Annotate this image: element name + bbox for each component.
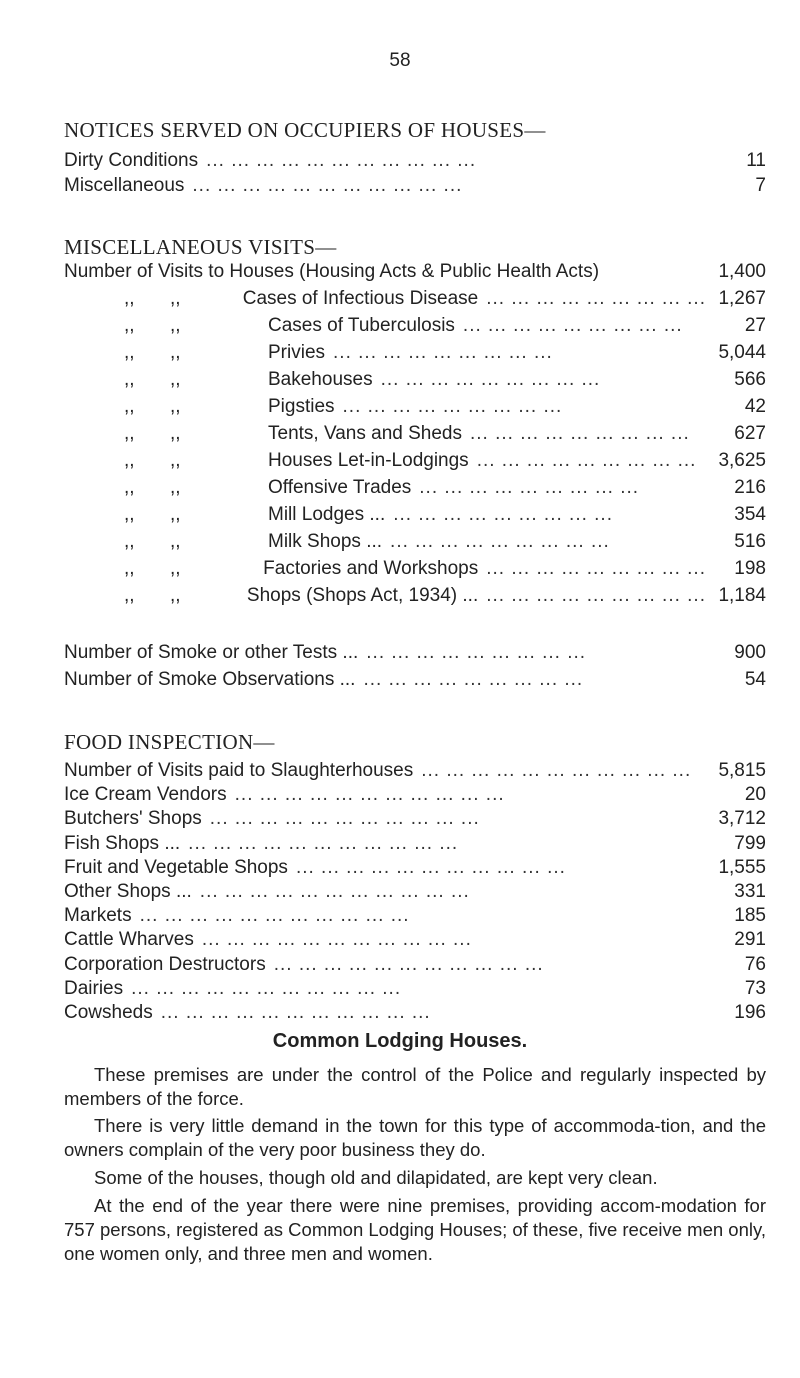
ditto-mark: ,,	[170, 531, 181, 552]
table-row	[64, 393, 766, 420]
row-value: 516	[734, 531, 766, 552]
row-label: Number of Visits paid to Slaughterhouses	[64, 760, 414, 781]
row-label: Shops (Shops Act, 1934) ...	[246, 585, 479, 606]
table-row	[64, 528, 766, 555]
leader-dots: ... ... ... ... ... ... ... ... ...	[390, 531, 610, 552]
leader-dots: ... ... ... ... ... ... ... ... ...	[419, 477, 640, 498]
row-label: Tents, Vans and Sheds	[268, 423, 462, 444]
ditto-marks	[64, 447, 268, 474]
paragraph: At the end of the year there were nine premises, providing accom-modation for 757 persons, registered as Common Lodging Houses; of these, five receive men only, one women only, and three men and women.	[64, 1195, 767, 1264]
row-label: Dairies	[64, 977, 124, 999]
row-value: 799	[734, 832, 766, 854]
ditto-mark: ,,	[170, 585, 181, 606]
row-value: 27	[744, 315, 766, 336]
table-row	[64, 447, 766, 474]
table-row	[64, 639, 766, 666]
row-value: 3,712	[718, 808, 766, 830]
ditto-mark: ,,	[170, 369, 181, 390]
leader-dots: ... ... ... ... ... ... ... ... ... ... ...	[273, 953, 544, 975]
table-row	[64, 555, 766, 582]
leader-dots: ... ... ... ... ... ... ... ... ... ... ...	[139, 905, 410, 927]
row-label: Factories and Workshops	[263, 558, 479, 579]
row-label: Cowsheds	[64, 1002, 153, 1023]
row-value: 73	[744, 977, 766, 999]
row-label: Number of Smoke or other Tests ...	[64, 642, 359, 663]
leader-dots: ... ... ... ... ... ... ... ... ...	[393, 504, 613, 525]
row-value: 198	[734, 558, 766, 579]
row-label: Miscellaneous	[64, 175, 185, 196]
row-label: Number of Visits to Houses (Housing Acts & Public Health Acts)	[64, 261, 600, 282]
row-value: 76	[744, 953, 766, 975]
table-row	[64, 285, 766, 312]
leader-dots: ... ... ... ... ... ... ... ... ... ... ...	[206, 150, 477, 171]
ditto-mark: ,,	[124, 558, 135, 579]
ditto-mark: ,,	[170, 558, 181, 579]
leader-dots: ... ... ... ... ... ... ... ... ... ... ...	[188, 832, 459, 854]
ditto-marks	[64, 474, 268, 501]
row-value: 354	[734, 504, 766, 525]
leader-dots: ... ... ... ... ... ... ... ... ... ... ...	[295, 856, 566, 878]
row-label: Fruit and Vegetable Shops	[64, 856, 288, 878]
table-row	[64, 830, 766, 857]
ditto-mark: ,,	[124, 369, 135, 390]
row-label: Ice Cream Vendors	[64, 784, 227, 806]
row-label: Mill Lodges ...	[268, 504, 386, 525]
row-value: 7	[755, 175, 766, 196]
leader-dots: ... ... ... ... ... ... ... ... ...	[486, 558, 706, 579]
row-label: Fish Shops ...	[64, 832, 181, 854]
row-value: 1,555	[718, 856, 766, 878]
leader-dots: ... ... ... ... ... ... ... ... ...	[342, 396, 563, 417]
table-row	[64, 878, 766, 905]
ditto-mark: ,,	[170, 315, 181, 336]
leader-dots: ... ... ... ... ... ... ... ... ...	[333, 342, 553, 363]
ditto-marks	[64, 366, 268, 393]
leader-dots: ... ... ... ... ... ... ... ... ...	[462, 315, 683, 336]
leader-dots: ... ... ... ... ... ... ... ... ...	[486, 585, 706, 606]
ditto-marks	[64, 420, 268, 447]
table-row	[64, 757, 766, 784]
leader-dots: ... ... ... ... ... ... ... ... ...	[380, 369, 601, 390]
ditto-mark: ,,	[124, 477, 135, 498]
table-row	[64, 312, 766, 339]
ditto-mark: ,,	[124, 423, 135, 444]
row-value: 1,267	[718, 288, 766, 309]
leader-dots: ... ... ... ... ... ... ... ... ... ... ...	[199, 881, 470, 902]
food-heading: FOOD INSPECTION—	[64, 730, 275, 754]
table-row	[64, 339, 766, 366]
ditto-marks	[64, 528, 268, 555]
ditto-mark: ,,	[124, 450, 135, 471]
leader-dots: ... ... ... ... ... ... ... ... ... ... ...	[131, 977, 402, 999]
table-row	[64, 501, 766, 528]
leader-dots: ... ... ... ... ... ... ... ... ...	[486, 288, 706, 309]
table-row	[64, 258, 766, 285]
row-value: 20	[744, 784, 766, 806]
row-value: 196	[734, 1002, 766, 1023]
leader-dots: ... ... ... ... ... ... ... ... ... ... ...	[192, 175, 463, 196]
table-row	[64, 951, 766, 978]
row-label: Corporation Destructors	[64, 953, 266, 975]
row-value: 185	[734, 905, 766, 927]
row-value: 11	[746, 150, 766, 171]
section-title: Common Lodging Houses.	[272, 1030, 528, 1052]
ditto-marks	[64, 312, 268, 339]
row-label: Offensive Trades	[268, 477, 412, 498]
leader-dots: ... ... ... ... ... ... ... ... ... ... ...	[421, 760, 692, 781]
row-value: 3,625	[718, 450, 766, 471]
row-label: Other Shops ...	[64, 881, 192, 902]
ditto-mark: ,,	[124, 504, 135, 525]
row-value: 216	[734, 477, 766, 498]
row-value: 331	[734, 881, 766, 902]
ditto-mark: ,,	[124, 531, 135, 552]
row-value: 1,184	[718, 585, 766, 606]
ditto-mark: ,,	[170, 396, 181, 417]
row-label: Butchers' Shops	[64, 808, 202, 830]
notices-heading: NOTICES SERVED ON OCCUPIERS OF HOUSES—	[64, 118, 546, 142]
table-row	[64, 902, 766, 929]
row-label: Number of Smoke Observations ...	[64, 669, 356, 690]
row-label: Houses Let-in-Lodgings	[268, 450, 469, 471]
table-row	[64, 854, 766, 881]
row-label: Pigsties	[268, 396, 335, 417]
row-value: 900	[734, 642, 766, 663]
table-row	[64, 147, 766, 174]
ditto-mark: ,,	[170, 423, 181, 444]
table-row	[64, 666, 766, 693]
row-label: Cases of Tuberculosis	[268, 315, 455, 336]
ditto-marks	[64, 285, 243, 312]
ditto-mark: ,,	[124, 315, 135, 336]
row-value: 42	[744, 396, 766, 417]
ditto-marks	[64, 582, 247, 609]
table-row	[64, 805, 766, 832]
row-label: Bakehouses	[268, 369, 373, 390]
ditto-marks	[64, 501, 268, 528]
row-label: Markets	[64, 905, 132, 927]
paragraph: There is very little demand in the town for this type of accommoda-tion, and the owners complain of the very poor business they do.	[64, 1115, 766, 1160]
row-label: Cases of Infectious Disease	[242, 288, 479, 309]
leader-dots: ... ... ... ... ... ... ... ... ...	[470, 423, 690, 444]
page-number: 58	[389, 50, 411, 71]
leader-dots: ... ... ... ... ... ... ... ... ...	[363, 669, 584, 690]
ditto-mark: ,,	[170, 342, 181, 363]
table-row	[64, 975, 766, 1002]
leader-dots: ... ... ... ... ... ... ... ... ...	[476, 450, 697, 471]
ditto-mark: ,,	[124, 288, 135, 309]
ditto-marks	[64, 393, 268, 420]
leader-dots: ... ... ... ... ... ... ... ... ... ... ...	[160, 1002, 431, 1023]
row-value: 566	[734, 369, 766, 390]
row-label: Privies	[268, 342, 326, 363]
row-value: 627	[734, 423, 766, 444]
leader-dots: ... ... ... ... ... ... ... ... ...	[366, 642, 587, 663]
leader-dots: ... ... ... ... ... ... ... ... ... ... ...	[234, 784, 505, 806]
row-value: 5,044	[718, 342, 766, 363]
paragraph: These premises are under the control of the Police and regularly inspected by members of the force.	[64, 1064, 766, 1109]
row-value: 5,815	[718, 760, 766, 781]
ditto-mark: ,,	[170, 477, 181, 498]
table-row	[64, 366, 766, 393]
ditto-mark: ,,	[124, 342, 135, 363]
ditto-marks	[64, 555, 263, 582]
row-value: 291	[734, 929, 766, 951]
row-label: Milk Shops ...	[268, 531, 383, 552]
table-row	[64, 582, 766, 609]
leader-dots: ... ... ... ... ... ... ... ... ... ... ...	[201, 929, 472, 951]
table-row	[64, 999, 766, 1026]
row-value: 1,400	[718, 261, 766, 282]
row-value: 54	[744, 669, 766, 690]
paragraph: Some of the houses, though old and dilapidated, are kept very clean.	[94, 1167, 658, 1188]
ditto-mark: ,,	[170, 288, 181, 309]
ditto-mark: ,,	[170, 450, 181, 471]
table-row	[64, 781, 766, 808]
ditto-marks	[64, 339, 268, 366]
table-row	[64, 172, 766, 199]
table-row	[64, 474, 766, 501]
leader-dots: ... ... ... ... ... ... ... ... ... ... ...	[209, 808, 480, 830]
table-row	[64, 420, 766, 447]
row-label: Cattle Wharves	[64, 929, 194, 951]
table-row	[64, 926, 766, 953]
ditto-mark: ,,	[124, 396, 135, 417]
ditto-mark: ,,	[124, 585, 135, 606]
ditto-mark: ,,	[170, 504, 181, 525]
misc-heading: MISCELLANEOUS VISITS—	[64, 235, 337, 259]
row-label: Dirty Conditions	[64, 150, 199, 171]
